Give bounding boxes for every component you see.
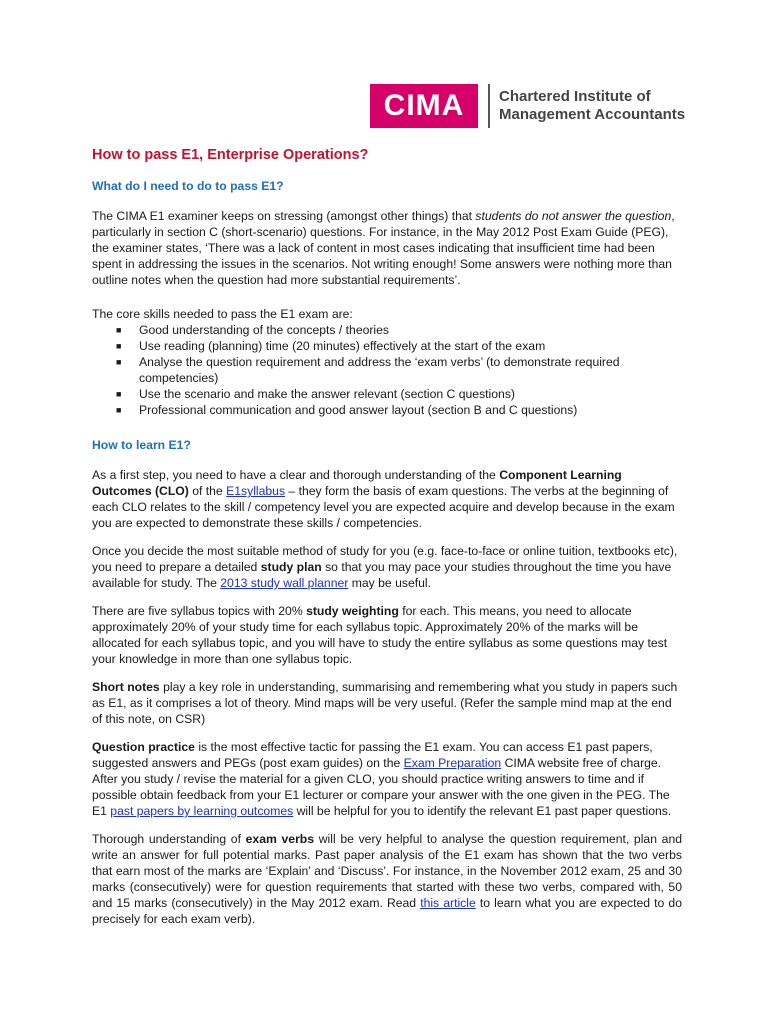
paragraph-exam-verbs — [92, 831, 682, 927]
bold-text: study weighting — [306, 604, 399, 618]
text-run: play a key role in understanding, summarising and remembering what you study in papers such as E1, as it comprises a lot of theory. Mind maps will be very useful. (Refer the sample mind map at the end of this note, on CSR) — [92, 680, 678, 726]
list-item — [92, 354, 682, 386]
list-item — [92, 386, 682, 402]
section-heading-learn: How to learn E1? — [92, 438, 191, 452]
logo-divider — [488, 84, 490, 128]
study-wall-planner-link[interactable]: 2013 study wall planner — [220, 576, 349, 590]
paragraph-clo — [92, 467, 682, 531]
text-run: for each. This means, you need to allocate approximately 20% of your study time for each syllabus topic. Approximately 20% of the marks will be allocated for each syllabus topic, and you will have to study the entire syllabus as some questions may test your knowledge in more than one syllabus topic. — [92, 604, 668, 666]
bullet-icon: ■ — [116, 389, 122, 399]
text-run: will be helpful for you to identify the relevant E1 past paper questions. — [293, 804, 672, 818]
paragraph-short-notes — [92, 679, 682, 727]
list-item — [92, 322, 682, 338]
bullet-icon: ■ — [116, 325, 122, 335]
bold-text: study plan — [260, 560, 322, 574]
bullet-icon: ■ — [116, 341, 122, 351]
bold-text: Short notes — [92, 680, 160, 694]
paragraph-weighting — [92, 603, 682, 667]
exam-preparation-link[interactable]: Exam Preparation — [403, 756, 502, 770]
text-run: CIMA website free of charge. After you study / revise the material for a given CLO, you should practice writing answers to time and if possible obtain feedback from your E1 lecturer or compare your answer with the one given in the PEG. The E1 — [92, 756, 670, 818]
list-item-text: Use the scenario and make the answer relevant (section C questions) — [139, 387, 515, 401]
text-run: of the — [188, 484, 227, 498]
cima-logo — [370, 84, 685, 128]
text-run: , particularly in section C (short-scenario) questions. For instance, in the May 2012 Post Exam Guide (PEG), the examiner states, ‘There was a lack of content in most cases indicating that insufficient time had been spent in addressing the issues in the scenarios. Not writing enough! Some answers were nothing more than outline notes when the question had more substantial requirements’. — [92, 209, 675, 287]
list-item-text: Use reading (planning) time (20 minutes) effectively at the start of the exam — [139, 339, 546, 353]
organisation-name — [499, 88, 685, 124]
org-name-line-2: Management Accountants — [499, 106, 686, 123]
text-run: Once you decide the most suitable method of study for you (e.g. face-to-face or online tuition, textbooks etc), you need to prepare a detailed — [92, 544, 678, 574]
page-title: How to pass E1, Enterprise Operations? — [92, 147, 369, 163]
bold-text: exam verbs — [245, 832, 315, 846]
org-name-line-1: Chartered Institute of — [499, 88, 651, 105]
logo-mark: CIMA — [370, 84, 478, 128]
text-run: – they form the basis of exam questions. The verbs at the beginning of each CLO relates to the skill / competency level you are expected acquire and develop because in the exam you are expected to demonstrate these skills / competencies. — [92, 484, 675, 530]
bold-text: Component Learning Outcomes (CLO) — [92, 468, 622, 498]
text-run: The CIMA E1 examiner keeps on stressing (amongst other things) that — [92, 209, 476, 223]
bullet-icon: ■ — [116, 405, 122, 415]
text-run: so that you may pace your studies throughout the time you have available for study. The — [92, 560, 672, 590]
list-item-text: Analyse the question requirement and address the ‘exam verbs’ (to demonstrate required competencies) — [139, 355, 620, 385]
document-body — [92, 146, 682, 939]
skills-intro: The core skills needed to pass the E1 exam are: — [92, 307, 353, 321]
bullet-icon: ■ — [116, 357, 122, 367]
this-article-link[interactable]: this article — [420, 896, 476, 910]
text-run: may be useful. — [348, 576, 431, 590]
text-run: is the most effective tactic for passing the E1 exam. You can access E1 past papers, suggested answers and PEGs (post exam guides) on the — [92, 740, 653, 770]
text-run: There are five syllabus topics with 20% — [92, 604, 307, 618]
text-run: will be very helpful to analyse the question requirement, plan and write an answer for full potential marks. Past paper analysis of the E1 exam has shown that the two verbs that earn most of the marks are ‘Explain’ and ‘Discuss’. For instance, in the November 2012 exam, 25 and 30 marks (consecutively) were for question requirements that started with these two verbs, compared with, 50 and 15 marks (consecutively) in the May 2012 exam. Read — [92, 832, 682, 910]
e1-syllabus-link[interactable]: E1syllabus — [226, 484, 286, 498]
paragraph-study-plan — [92, 543, 682, 591]
bold-text: Question practice — [92, 740, 195, 754]
list-item-text: Professional communication and good answer layout (section B and C questions) — [139, 403, 578, 417]
paragraph-examiner — [92, 208, 682, 288]
text-run: to learn what you are expected to do precisely for each exam verb). — [92, 896, 682, 926]
text-run: As a first step, you need to have a clear and thorough understanding of the — [92, 468, 500, 482]
section-heading-pass: What do I need to do to pass E1? — [92, 179, 284, 193]
list-item-text: Good understanding of the concepts / theories — [139, 323, 390, 337]
paragraph-question-practice — [92, 739, 682, 819]
skills-list — [92, 322, 682, 418]
list-item — [92, 338, 682, 354]
emphasis-text: students do not answer the question — [475, 209, 672, 223]
list-item — [92, 402, 682, 418]
text-run: Thorough understanding of — [92, 832, 246, 846]
past-papers-link[interactable]: past papers by learning outcomes — [110, 804, 294, 818]
